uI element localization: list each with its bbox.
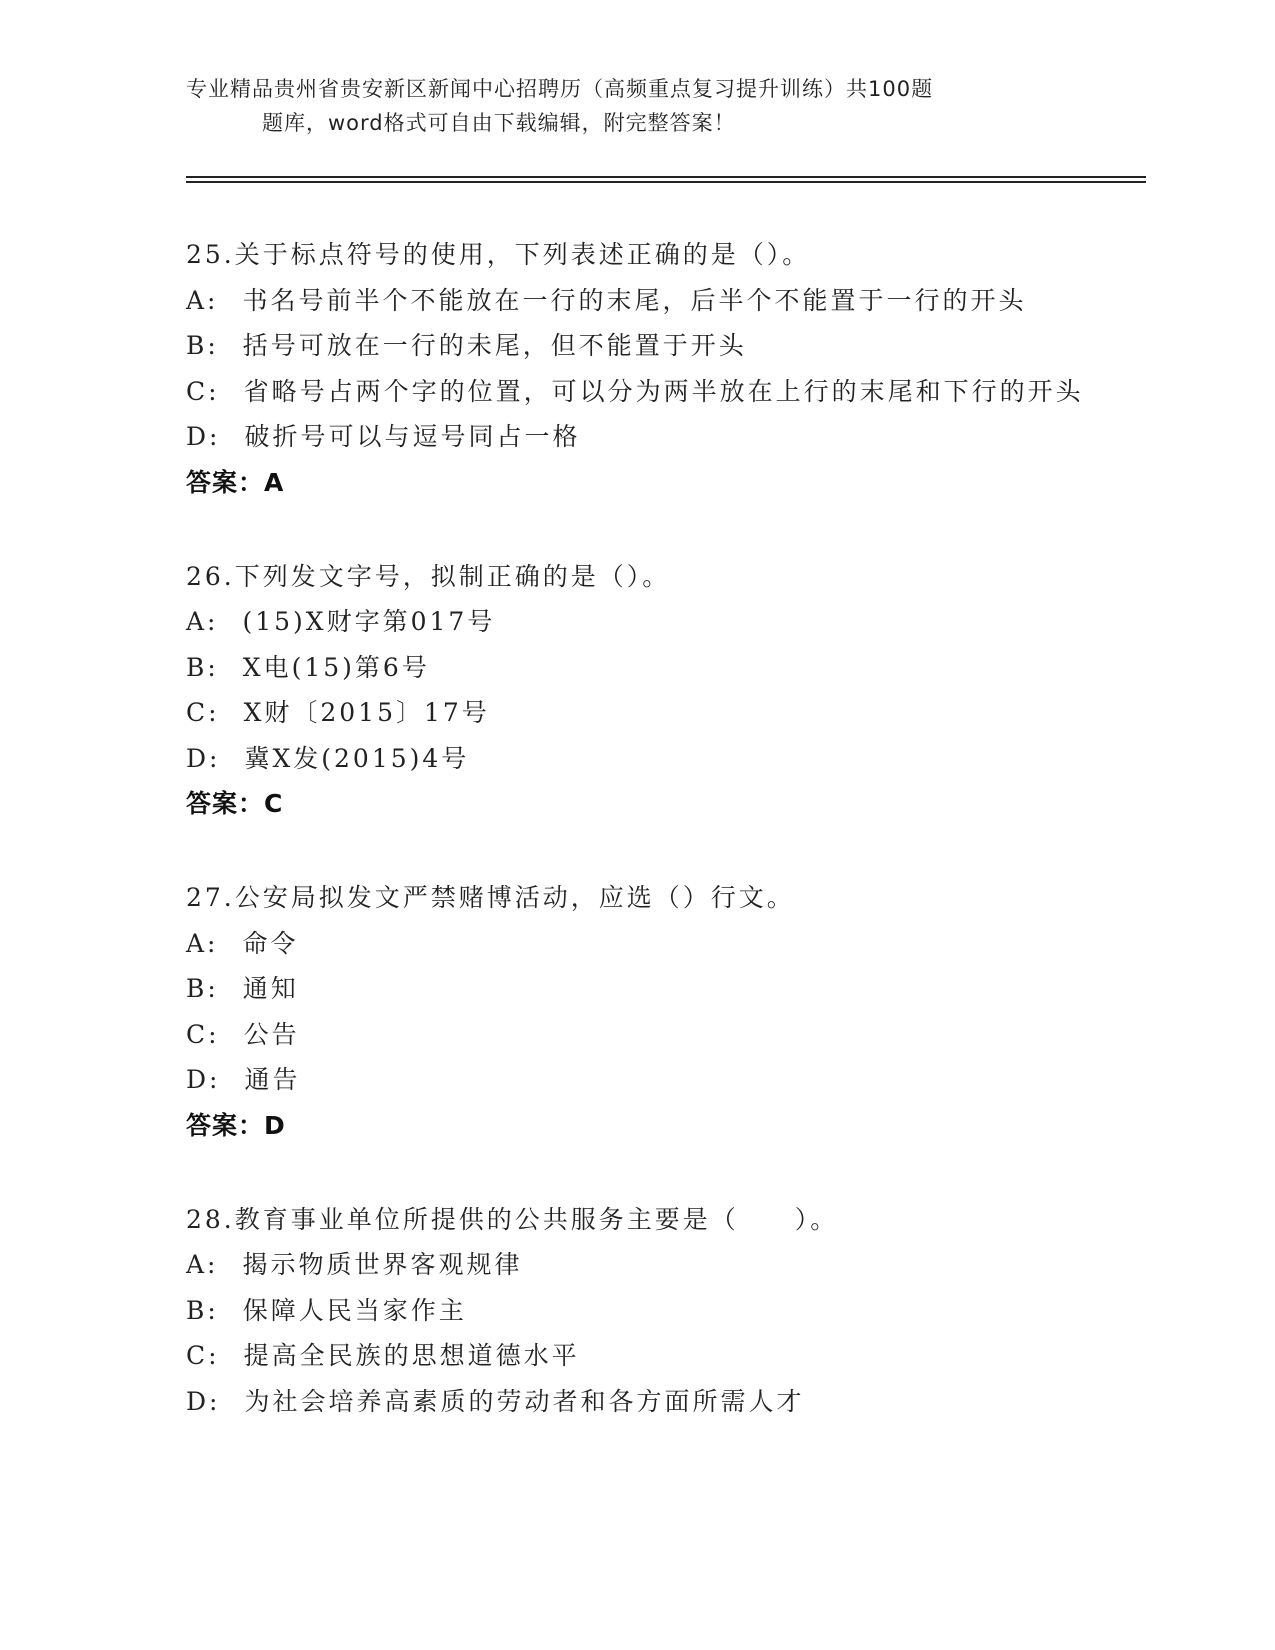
option-b: [186, 1288, 1086, 1334]
option-b: [186, 966, 1086, 1012]
question-stem: 25.关于标点符号的使用，下列表述正确的是（）。: [186, 240, 811, 269]
question-25: [186, 232, 1086, 506]
option-letter: D:: [186, 1065, 221, 1094]
option-d: [186, 736, 1086, 782]
option-text: 命令: [242, 928, 299, 958]
header-title-line-1: 专业精品贵州省贵安新区新闻中心招聘历（高频重点复习提升训练）共100题: [186, 77, 934, 101]
option-c: [186, 369, 1086, 415]
answer-label: 答案：A: [186, 467, 285, 497]
answer-label: 答案：C: [186, 789, 284, 818]
option-letter: C:: [186, 1341, 220, 1370]
option-a: [186, 278, 1086, 324]
option-text: 揭示物质世界客观规律: [242, 1250, 523, 1279]
option-text: 冀X发(2015)4号: [244, 743, 470, 773]
option-letter: B:: [186, 974, 219, 1003]
question-26: [186, 554, 1086, 828]
option-letter: B:: [186, 331, 219, 360]
question-28: [186, 1197, 1086, 1425]
question-stem: 28.教育事业单位所提供的公共服务主要是（ ）。: [186, 1204, 839, 1234]
option-letter: A:: [186, 1250, 219, 1279]
option-letter: A:: [186, 607, 219, 636]
question-list: [186, 232, 1086, 1472]
option-text: 书名号前半个不能放在一行的末尾，后半个不能置于一行的开头: [242, 285, 1027, 315]
option-text: (15)X财字第017号: [242, 607, 496, 636]
option-letter: D:: [186, 1386, 221, 1416]
option-a: [186, 921, 1086, 967]
option-text: 通知: [242, 974, 299, 1003]
option-letter: B:: [186, 1295, 219, 1325]
question-27: [186, 875, 1086, 1149]
answer-label: 答案：D: [186, 1110, 286, 1140]
header-divider-bottom: [186, 181, 1146, 183]
header-divider-top: [186, 176, 1146, 178]
header-title-line-2: 题库，word格式可自由下载编辑，附完整答案！: [262, 111, 736, 135]
option-text: 公告: [243, 1019, 300, 1049]
question-stem: 27.公安局拟发文严禁赌博活动，应选（）行文。: [186, 883, 795, 912]
option-a: [186, 1242, 1086, 1288]
option-d: [186, 1379, 1086, 1425]
option-b: [186, 323, 1086, 369]
option-letter: A:: [186, 928, 219, 958]
option-text: 破折号可以与逗号同占一格: [244, 422, 581, 451]
option-letter: B:: [186, 652, 219, 682]
option-letter: C:: [186, 376, 220, 406]
option-a: [186, 599, 1086, 645]
option-text: 提高全民族的思想道德水平: [243, 1341, 580, 1370]
option-letter: D:: [186, 743, 221, 773]
option-text: 省略号占两个字的位置，可以分为两半放在上行的末尾和下行的开头: [243, 376, 1084, 406]
option-letter: C:: [186, 698, 220, 727]
option-d: [186, 1057, 1086, 1103]
option-letter: A:: [186, 285, 219, 315]
option-text: 通告: [244, 1065, 301, 1094]
option-b: [186, 645, 1086, 691]
document-header: [186, 72, 1046, 140]
option-letter: D:: [186, 422, 221, 451]
option-text: X财〔2015〕17号: [243, 698, 490, 727]
option-text: 为社会培养高素质的劳动者和各方面所需人才: [244, 1386, 805, 1416]
option-text: X电(15)第6号: [242, 652, 430, 682]
option-d: [186, 414, 1086, 460]
question-stem: 26.下列发文字号，拟制正确的是（）。: [186, 561, 671, 591]
option-text: 保障人民当家作主: [242, 1295, 467, 1325]
option-c: [186, 690, 1086, 736]
option-c: [186, 1012, 1086, 1058]
option-text: 括号可放在一行的未尾，但不能置于开头: [242, 331, 747, 360]
option-letter: C:: [186, 1019, 220, 1049]
option-c: [186, 1333, 1086, 1379]
